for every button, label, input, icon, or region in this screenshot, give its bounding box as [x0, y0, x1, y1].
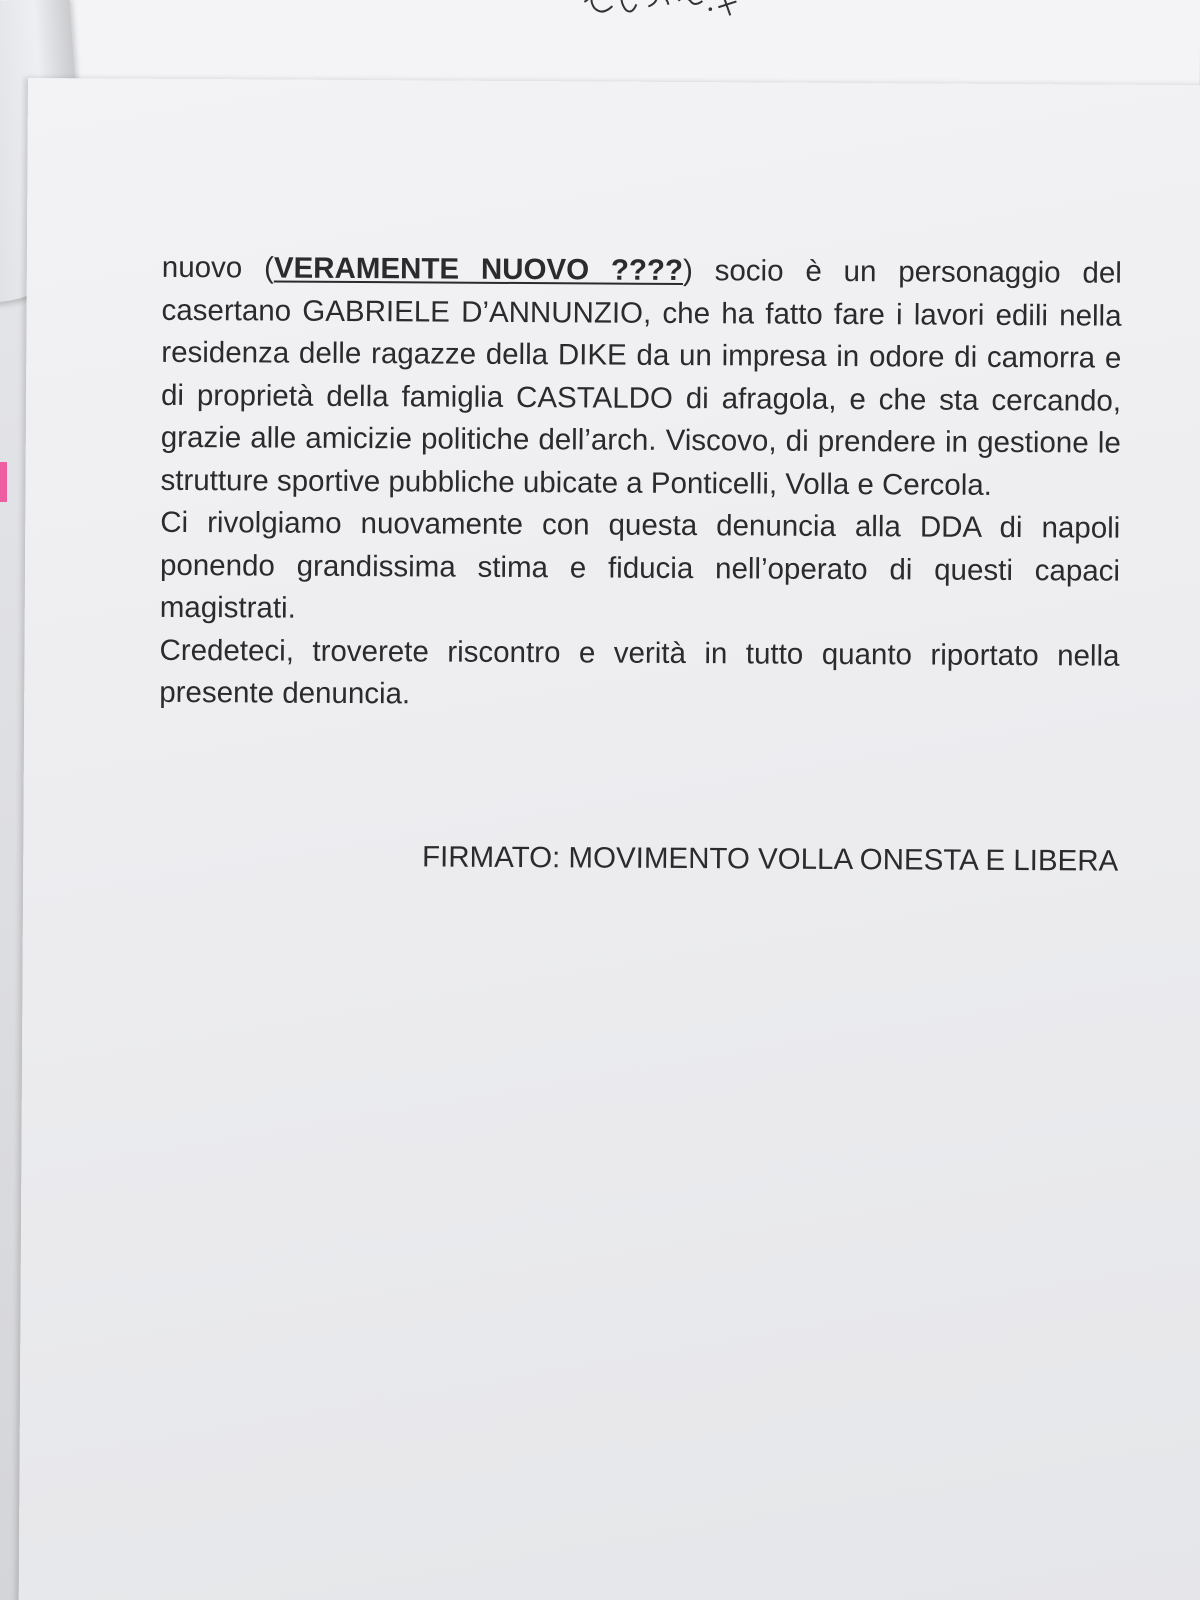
paragraph-2: Ci rivolgiamo nuovamente con questa denuncia alla DDA di napoli ponendo grandissima stima e fiducia nell’operato di questi capaci magistrati. — [159, 505, 1121, 625]
paragraph-3: Credeteci, troverete riscontro e verità in tutto quanto riportato nella presente denuncia. — [159, 633, 1120, 711]
paragraph-1 — [160, 247, 1122, 508]
paragraph-1-rest: ) socio è un personaggio del casertano GABRIELE D’ANNUNZIO, che ha fatto fare i lavori edili nella residenza delle ragazze della DIKE da un impresa in odore di camorra e di proprietà della famiglia CASTALDO di afragola, e che sta cercando, grazie alle amicizie politiche dell’arch. Viscovo, di prendere in gestione le strutture sportive pubbliche ubicate a Ponticelli, Volla e Cercola. — [160, 254, 1122, 502]
pink-tab-marker — [0, 462, 7, 502]
emphasis-text: VERAMENTE NUOVO ???? — [273, 251, 684, 288]
signature-line: FIRMATO: MOVIMENTO VOLLA ONESTA E LIBERA — [421, 840, 1119, 878]
document-page — [18, 78, 1200, 1600]
handwritten-note-drawing — [560, 0, 761, 34]
document-body — [159, 247, 1122, 720]
paragraph-1-intro: nuovo ( — [161, 250, 274, 285]
